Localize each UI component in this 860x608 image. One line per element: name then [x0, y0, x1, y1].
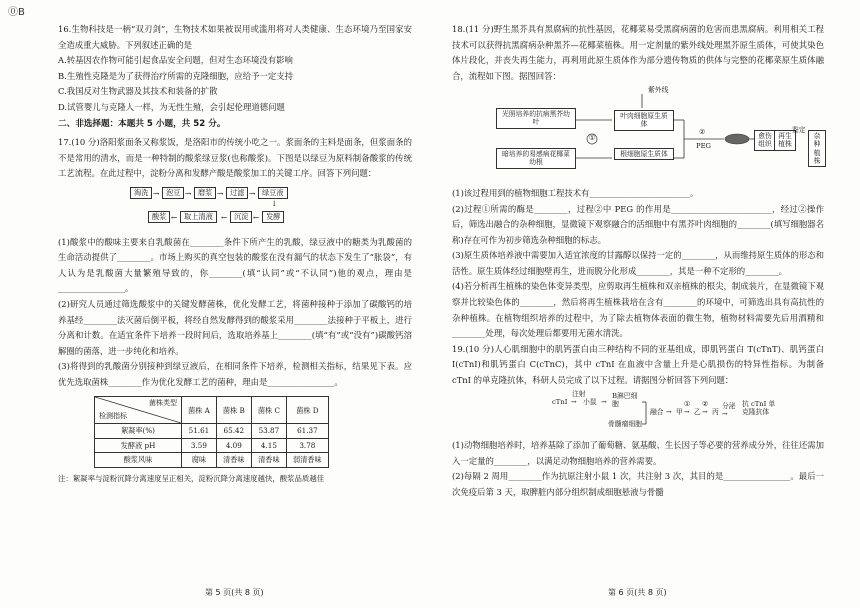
section-heading: 二、非选择题：本题共 5 小题，共 52 分。 — [58, 119, 226, 130]
q17-part3: (3)将得到的乳酸菌分别接种到绿豆液后，在相同条件下培养，检测相关指标，结果见下表。应优先选取菌株________作为优化发酵工艺的菌种，理由是________________。 — [58, 361, 412, 387]
table-cell: 4.09 — [216, 438, 251, 453]
flow-step-sour-pulp: 酸浆 — [148, 211, 170, 224]
secrete-label: 分泌 — [722, 402, 736, 411]
box-leaf-protoplast: 叶肉细胞原生质体 — [614, 110, 674, 130]
box-regenerated-plant: 再生植株 — [774, 130, 796, 150]
table-cell: 51.61 — [182, 424, 217, 439]
cell-bing-label: 丙 — [712, 408, 719, 417]
table-cell: 腐味 — [182, 453, 217, 468]
flow-arrow: → — [185, 188, 192, 198]
table-cell: 65.42 — [216, 424, 251, 439]
arrow-label: → — [571, 398, 577, 407]
cell-jia-label: 甲 — [676, 408, 683, 417]
arrow-label: → — [601, 398, 607, 407]
flow-arrow: → — [217, 188, 224, 198]
table-row — [95, 438, 329, 453]
table-header: 菌株 D — [286, 397, 328, 424]
row-label: 酸浆风味 — [95, 453, 182, 468]
q17-part2: (2)研究人员通过筛选酸浆中的关键发酵菌株，优化发酵工艺，将菌种接种于添加了碳酸钙的培养基经________法灭菌后倒平板，将经自然发酵得到的酸浆采用________法接种于平板上，进行分离和计数。在适宜条件下培养一段时间后，选取培养基上________(填“有”或“没有”)碳酸钙溶解圈的菌落，进一步纯化和培养。 — [58, 299, 412, 356]
table-corner-cell — [95, 397, 182, 424]
flow-step-supernatant: 取上清液 — [180, 211, 217, 224]
table-corner-top: 菌株类型 — [149, 399, 177, 408]
flow-arrow: → — [249, 188, 256, 198]
step-1-label: ① — [589, 134, 596, 143]
flow-arrow: ← — [221, 212, 228, 222]
q18-intro: 18.(11 分)野生黑芥具有黑腐病的抗性基因，花椰菜易受黑腐病菌的危害而患黑腐病。利用相关工程技术可以获得抗黑腐病杂种黑芥—花椰菜植株。用一定剂量的紫外线处理黑芥原生质体，可使其染色体片段化，并丧失再生能力，再利用此原生质体作为部分遗传物质的供体与完整的花椰菜原生质体融合，流程如下图。据图回答： — [452, 24, 824, 81]
page-number-right: 第 6 页(共 8 页) — [608, 588, 667, 597]
cell-yi-label: 乙 — [694, 408, 701, 417]
arrow-label: → — [684, 408, 690, 417]
table-cell: 3.78 — [286, 438, 328, 453]
step-1-label: ① — [684, 400, 691, 409]
flow-step-grind: 磨浆 — [194, 187, 216, 200]
q17-intro: 17.(10 分)洛阳浆面条又称浆饭，是洛阳市的传统小吃之一。浆面条的主料是面条，但浆面条的不是常用的清水，而是一种特制的酸浆绿豆浆(也称酸浆)。下图是以绿豆为原料制备酸浆的传统工艺流程。在此过程中，淀粉分离和发酵产酸是酸浆加工的关键工序。回答下列问题： — [58, 137, 412, 179]
q16-option-c: C.我国反对生物武器及其技术和装备的扩散 — [58, 86, 218, 97]
box-susceptible-root: 暗培养的易感病花椰菜幼根 — [496, 148, 576, 168]
q19-intro: 19.(10 分)人心肌细胞中的肌钙蛋白由三种结构不同的亚基组成，即肌钙蛋白 T(cTnT)、肌钙蛋白 I(cTnI)和肌钙蛋白 C(cTnC)，其中 cTnI 在血液中含量上升是心肌损伤的特异性指标。为制备 cTnI 的单克隆抗体，科研人员完成了以下过程。请据图分析回答下列问题： — [452, 343, 824, 385]
step-2-label: ② — [702, 400, 709, 409]
left-column — [58, 22, 412, 486]
table-header: 菌株 C — [251, 397, 286, 424]
q16-option-b: B.生殖性克隆是为了获得治疗所需的克隆细胞，应给予一定支持 — [58, 70, 293, 81]
q18-part4: (4)若分析再生植株的染色体变异类型，应剪取再生植株和双亲植株的根尖，制成装片，在显微镜下观察并比较染色体的________，然后将再生植株栽培在含有________的环境中，可筛选出具有高抗性的杂种植株。在植物组织培养的过程中，为了除去植物体表面的微生物，植物材料需要先后用酒精和________处理，每次处理后都要用无菌水清洗。 — [452, 281, 824, 339]
table-row — [95, 453, 329, 468]
step-2-label: ② — [699, 128, 706, 137]
q16-option-d: D.试管婴儿与克隆人一样，为无性生殖，会引起伦理道德问题 — [58, 101, 285, 112]
q18-part3: (3)原生质体培养液中需要加入适宜浓度的甘露醇以保持一定的________，从而维持原生质体的形态和活性。原生质体经过细胞壁再生，进而脱分化形成________，其是一种不定形的________。 — [452, 250, 824, 276]
table-cell: 4.15 — [251, 438, 286, 453]
protoplast-fusion-diagram — [452, 86, 824, 182]
fuse-label: 融合 — [650, 408, 664, 417]
q16-stem: 16.生物科技是一柄“双刃剑”，生物技术如果被误用或滥用将对人类健康、生态环境乃至国家安全造成重大威胁。下列叙述正确的是 — [58, 24, 412, 50]
strain-results-table — [94, 396, 329, 468]
table-row — [95, 424, 329, 439]
flow-step-soak: 泡豆 — [162, 187, 184, 200]
flow-step-wash: 淘洗 — [130, 187, 152, 200]
antibody-process-diagram — [452, 390, 824, 436]
b-cell-label: B淋巴细胞 — [612, 392, 638, 409]
q17-part1: (1)酸浆中的酸味主要来自乳酸菌在________条件下所产生的乳酸，绿豆液中的糖类为乳酸菌的生命活动提供了________。市场上购买的真空包装的酸浆在没有漏气的状态下发生了“胀袋”，有人认为是乳酸菌大量繁殖导致的，你________(填“认同”或“不认同”)他的观点，理由是________________。 — [58, 236, 412, 294]
arrow-label: → — [702, 408, 708, 417]
antibody-label: 抗 cTnI 单克隆抗体 — [742, 400, 776, 417]
q18-part2: (2)过程①所需的酶是________，过程②中 PEG 的作用是________________________，经过②操作后，筛选出融合的杂种细胞，显微镜下观察融合的活细胞中有黑芥叶肉细胞的________(填写细胞器名称)存在可作为初步筛选杂种细胞的标志。 — [452, 203, 824, 245]
flow-step-settle: 沉淀 — [230, 211, 252, 224]
box-callus: 愈伤组织 — [754, 130, 776, 150]
box-hybrid-plant: 杂种植株 — [808, 130, 826, 167]
peg-label: PEG — [696, 142, 711, 151]
table-cell: 3.59 — [182, 438, 217, 453]
table-cell: 53.87 — [251, 424, 286, 439]
table-header: 菌株 A — [182, 397, 217, 424]
antigen-label: cTnI — [552, 398, 568, 407]
q19-part2: (2)每隔 2 周用________作为抗原注射小鼠 1 次，共注射 3 次，其目的是________________。最后一次免疫后第 3 天，取脾脏内部分组织制成细胞悬液与骨髓 — [452, 471, 824, 497]
table-cell: 弱清香味 — [286, 453, 328, 468]
table-cell: 清香味 — [251, 453, 286, 468]
box-root-protoplast: 根细胞原生质体 — [614, 148, 674, 160]
page-number-left: 第 5 页(共 8 页) — [205, 588, 264, 597]
inject-label: 注射 — [572, 390, 586, 399]
arrow-label: → — [666, 408, 672, 417]
flow-arrow: ← — [253, 212, 260, 222]
box-resistant-leaf: 光照培养的抗病黑芥幼叶 — [496, 108, 576, 128]
myeloma-label: 骨髓瘤细胞 — [608, 420, 642, 429]
table-cell: 61.37 — [286, 424, 328, 439]
uv-label: 紫外线 — [648, 86, 669, 95]
row-label: 发酵液 pH — [95, 438, 182, 453]
right-column — [452, 22, 824, 500]
q19-part1: (1)动物细胞培养时，培养基除了添加了葡萄糖、氨基酸、生长因子等必要的营养成分外，往往还需加入一定量的________，以满足动物细胞培养的营养需要。 — [452, 440, 824, 466]
table-cell: 清香味 — [216, 453, 251, 468]
page-corner-mark: ⓪B — [8, 7, 25, 18]
flow-step-bean-liquid: 绿豆液 — [258, 187, 288, 200]
q16-option-a: A.转基因农作物可能引起食品安全问题，但对生态环境没有影响 — [58, 55, 293, 66]
flow-arrow-down: ↓ — [271, 198, 278, 208]
flow-arrow: → — [153, 188, 160, 198]
table-corner-bottom: 检测指标 — [99, 412, 127, 421]
flow-step-filter: 过滤 — [226, 187, 248, 200]
table-header: 菌株 B — [216, 397, 251, 424]
q18-part1: (1)该过程用到的植物细胞工程技术有________________________。 — [452, 188, 699, 199]
arrow-label: → — [722, 410, 728, 419]
process-flowchart — [58, 185, 412, 231]
flow-arrow: ← — [171, 212, 178, 222]
flow-step-ferment: 发酵 — [262, 211, 284, 224]
mouse-label: 小鼠 — [583, 398, 597, 407]
table-note: 注：絮凝率与淀粉沉降分离速度呈正相关，淀粉沉降分离速度越快，酸浆品质越佳 — [58, 473, 325, 483]
row-label: 絮凝率(%) — [95, 424, 182, 439]
identify-label: 鉴定 — [792, 126, 806, 135]
